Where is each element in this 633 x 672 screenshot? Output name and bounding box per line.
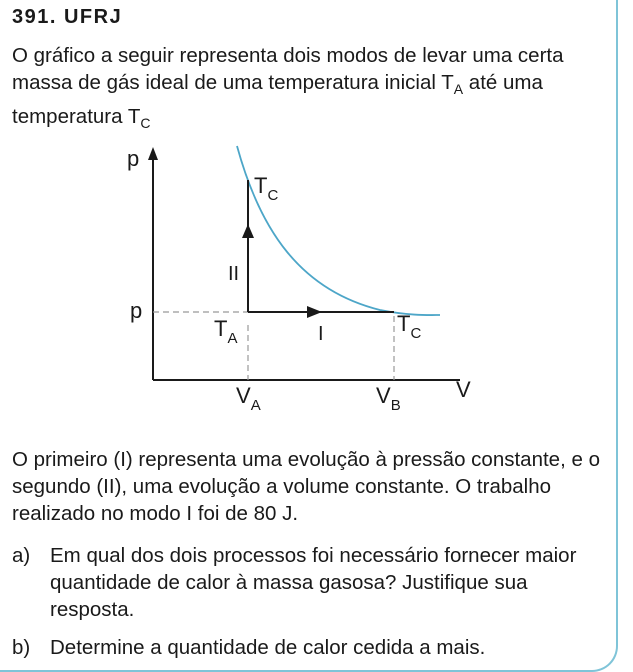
point-a-label: $T_A$ xyxy=(214,316,238,347)
problem-title: 391. UFRJ xyxy=(12,6,123,28)
intro-sub-a: A xyxy=(453,81,464,98)
problem-body: O primeiro (I) representa uma evolução à pressão constante, e o segundo (II), uma evolução a volume constante. O trabalho realizado no modo I foi de 80 J. xyxy=(12,448,600,525)
intro-text: O gráfico a seguir representa dois modos de levar uma certa massa de gás ideal de uma temperatura inicial T xyxy=(12,44,564,94)
process-i-label: I xyxy=(318,323,324,345)
y-axis-label: p xyxy=(127,146,140,171)
pressure-label: p xyxy=(130,298,143,323)
process-ii-arrow xyxy=(242,224,254,238)
isotherm-curve xyxy=(237,146,440,315)
y-axis-arrow xyxy=(148,147,158,160)
intro-mid: até uma temperatura T xyxy=(12,71,543,129)
question-b-label: b) xyxy=(12,636,31,659)
process-i-arrow xyxy=(307,306,322,318)
va-label: $V_A$ xyxy=(236,383,261,414)
vb-label: $V_B$ xyxy=(376,383,401,414)
isotherm-label-top: $T_C$ xyxy=(254,173,279,204)
process-ii-label: II xyxy=(228,263,240,285)
question-b-text: Determine a quantidade de calor cedida a mais. xyxy=(50,636,486,659)
intro-sub-c: C xyxy=(140,115,151,132)
question-a-text: Em qual dos dois processos foi necessário fornecer maior quantidade de calor à massa gasosa? Justifique sua resposta. xyxy=(50,544,577,621)
question-a-label: a) xyxy=(12,544,31,567)
isotherm-label-right: $T_C$ xyxy=(397,311,422,342)
x-axis-label: V xyxy=(456,377,471,402)
